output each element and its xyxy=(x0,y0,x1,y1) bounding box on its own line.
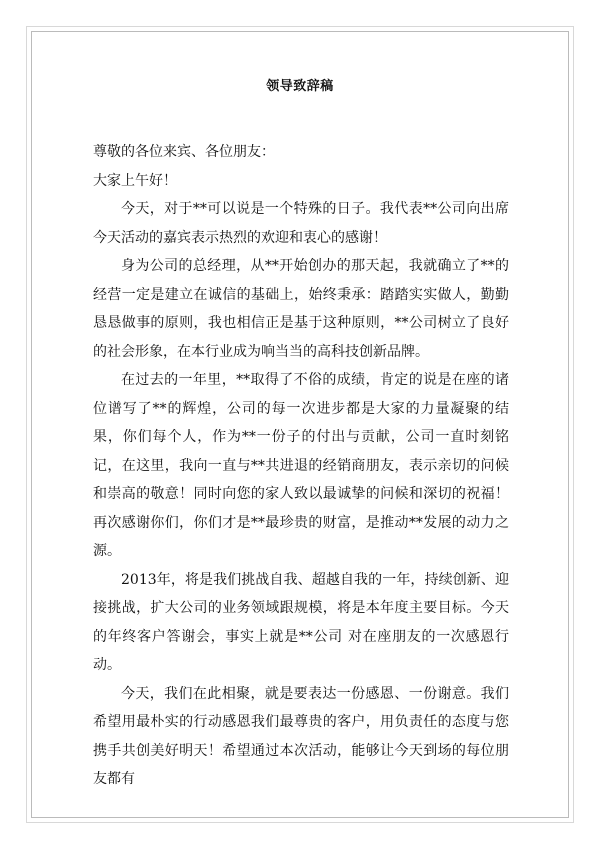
document-title: 领导致辞稿 xyxy=(266,79,334,94)
paragraph-2: 身为公司的总经理，从**开始创办的那天起，我就确立了**的经营一定是建立在诚信的基础上，始终秉承：踏踏实实做人，勤勤恳恳做事的原则，我也相信正是基于这种原则，**公司树立了良好的社会形象，在本行业成为响当当的高科技创新品牌。 xyxy=(93,258,509,360)
salutation-line: 大家上午好！ xyxy=(93,172,177,189)
paragraph-1: 今天，对于**可以说是一个特殊的日子。我代表**公司向出席今天活动的嘉宾表示热烈的欢迎和衷心的感谢！ xyxy=(93,201,509,246)
paragraph-5: 今天，我们在此相聚，就是要表达一份感恩、一份谢意。我们希望用最朴实的行动感恩我们最尊贵的客户，用负责任的态度与您携手共创美好明天！希望通过本次活动，能够让今天到场的每位朋友都有 xyxy=(93,685,509,787)
paragraph-4: 2013年，将是我们挑战自我、超越自我的一年，持续创新、迎接挑战，扩大公司的业务领域跟规模，将是本年度主要目标。今天的年终客户答谢会，事实上就是**公司 对在座朋友的一次感恩行动。 xyxy=(93,571,509,673)
greeting-line: 尊敬的各位来宾、各位朋友： xyxy=(93,144,275,160)
paragraph-3: 在过去的一年里，**取得了不俗的成绩，肯定的说是在座的诸位谱写了**的辉煌，公司的每一次进步都是大家的力量凝聚的结果，你们每个人，作为**一份子的付出与贡献，公司一直时刻铭记，在这里，我向一直与**共进退的经销商朋友，表示亲切的问候和崇高的敬意！同时向您的家人致以最诚挚的问候和深切的祝福！再次感谢你们，你们才是**最珍贵的财富，是推动**发展的动力之源。 xyxy=(93,372,509,559)
document-body xyxy=(93,138,509,794)
